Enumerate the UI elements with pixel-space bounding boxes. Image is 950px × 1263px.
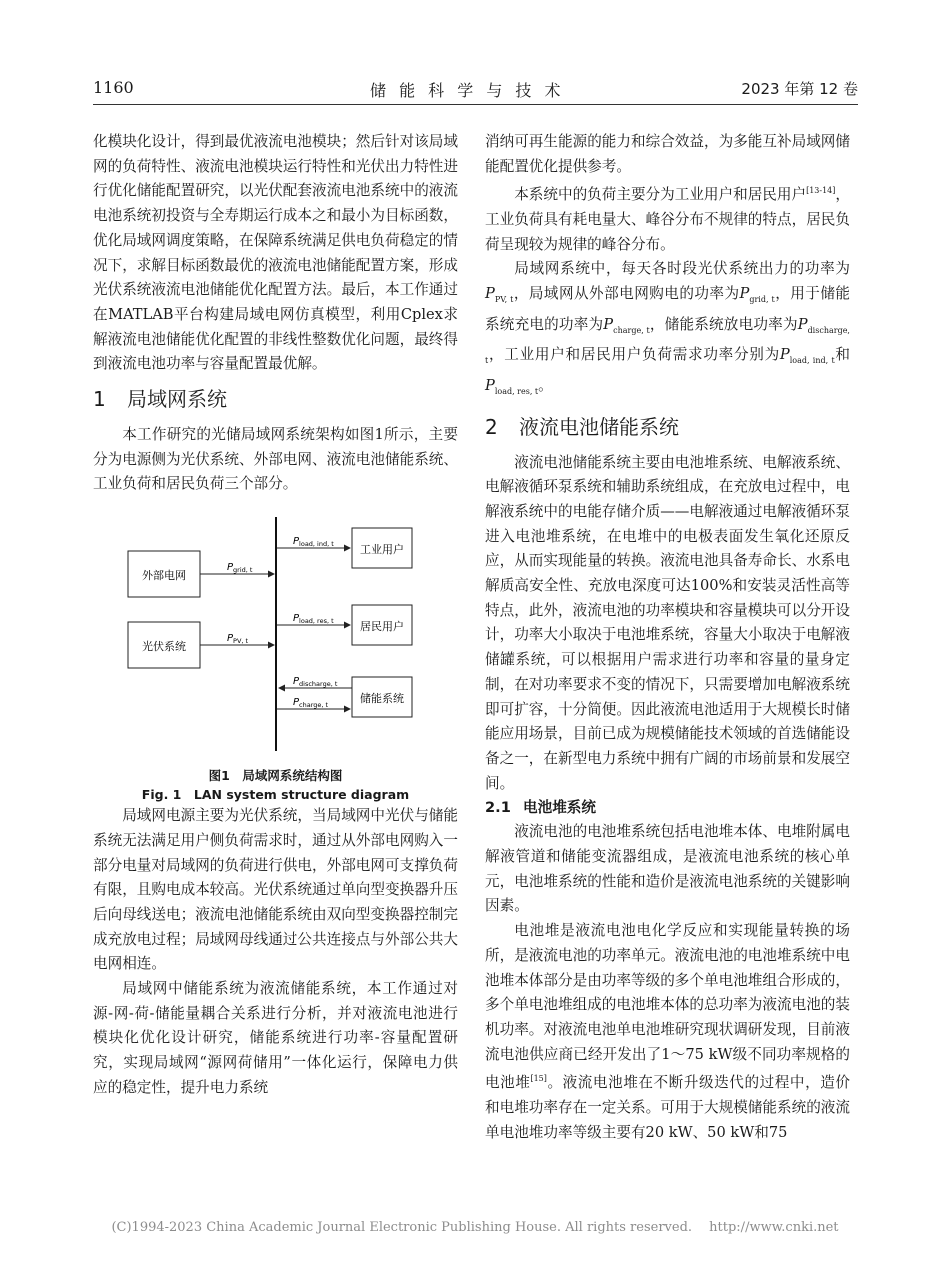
section-title: 液流电池储能系统: [519, 414, 679, 439]
label-p-charge: $P_{charge, t}$: [293, 697, 329, 710]
paragraph: 液流电池储能系统主要由电池堆系统、电解液系统、电解液循环泵系统和辅助系统组成，在充放电过程中，电解液系统中的电能存储介质——电解液通过电解液循环泵进入电池堆系统，在电堆中的电极表面发生氧化还原反应，从而实现能量的转换。液流电池具备寿命长、水系电解质高安全性、充放电深度可达100%和安装灵活性高等特点，此外，液流电池的功率模块和容量模块可以分开设计，功率大小取决于电池堆系统，容量大小取决于电解液储罐系统，可以根据用户需求进行功率和容量的量身定制，在对功率要求不变的情况下，只需要增加电解液系统即可扩容，十分简便。因此液流电池适用于大规模长时储能应用场景，目前已成为规模储能技术领域的首选储能设备之一，在新型电力系统中拥有广阔的市场前景和发展空间。: [485, 453, 850, 792]
citation: [13-14]: [806, 186, 836, 196]
label-p-pv: $P_{PV, t}$: [227, 633, 249, 646]
section-number: 2: [485, 414, 498, 439]
paragraph: 电池堆是液流电池电化学反应和实现能量转换的场所，是液流电池的功率单元。液流电池的电池堆系统中电池堆本体部分是由功率等级的多个单电池堆组合形成的，多个单电池堆组成的电池堆本体的总功率为液流电池的装机功率。对液流电池单电池堆研究现状调研发现，目前液流电池供应商已经开发出了1～75 kW级不同功率规格的电池堆[15]。液流电池堆在不断升级迭代的过程中，造价和电堆功率存在一定关系。可用于大规模储能系统的液流单电池堆功率等级主要有20 kW、50 kW和75: [485, 922, 850, 1141]
label-p-load-ind: $P_{load, ind, t}$: [293, 536, 334, 549]
paragraph: 消纳可再生能源的能力和综合效益，为多能互补局域网储能配置优化提供参考。: [485, 133, 850, 175]
label-p-grid: $P_{grid, t}$: [227, 562, 253, 575]
citation: [15]: [530, 1074, 547, 1084]
label-p-discharge: $P_{discharge, t}$: [293, 676, 338, 689]
journal-title: 储 能 科 学 与 技 术: [370, 81, 565, 100]
box-industrial-label: 工业用户: [360, 543, 404, 557]
left-column: [93, 130, 458, 1101]
paragraph: 局域网电源主要为光伏系统，当局域网中光伏与储能系统无法满足用户侧负荷需求时，通过从外部电网购入一部分电量对局域网的负荷进行供电，外部电网可支撑负荷有限，且购电成本较高。光伏系统通过单向型变换器升压后向母线送电；液流电池储能系统由双向型变换器控制完成充放电过程；局域网母线通过公共连接点与外部公共大电网相连。: [93, 807, 458, 973]
figure-1: [93, 507, 458, 802]
box-residential-label: 居民用户: [360, 620, 404, 634]
label-p-load-res: $P_{load, res, t}$: [293, 613, 334, 626]
paragraph: 液流电池的电池堆系统包括电池堆本体、电堆附属电解液管道和储能变流器组成，是液流电池系统的核心单元，电池堆系统的性能和造价是液流电池系统的关键影响因素。: [485, 823, 850, 915]
figure-caption-en: Fig. 1 LAN system structure diagram: [141, 786, 410, 802]
copyright-footer: (C)1994-2023 China Academic Journal Electronic Publishing House. All rights reserved. http://www.cnki.net: [111, 1220, 839, 1235]
header-rule: [93, 104, 858, 105]
paragraph: 化模块化设计，得到最优液流电池模块；然后针对该局域网的负荷特性、液流电池模块运行特性和光伏出力特性进行优化储能配置研究，以光伏配套液流电池系统中的液流电池系统初投资与全寿期运行成本之和最小为目标函数，优化局域网调度策略，在保障系统满足供电负荷稳定的情况下，求解目标函数最优的液流电池储能配置方案，形成光伏系统液流电池储能优化配置方法。最后，本工作通过在MATLAB平台构建局域电网仿真模型，利用Cplex求解液流电池储能优化配置的非线性整数优化问题，最终得到液流电池功率与容量配置最优解。: [93, 133, 458, 373]
section-heading-2: [485, 412, 850, 442]
section-number: 1: [93, 387, 106, 412]
paragraph: 局域网中储能系统为液流储能系统，本工作通过对源-网-荷-储能量耦合关系进行分析，并对液流电池进行模块化优化设计研究，储能系统进行功率-容量配置研究，实现局域网“源网荷储用”一体化运行，保障电力供应的稳定性，提升电力系统: [93, 980, 458, 1096]
subsection-title: 电池堆系统: [523, 799, 596, 817]
paragraph: 局域网系统中，每天各时段光伏系统出力的功率为$P_{PV, t}$，局域网从外部电网购电的功率为$P_{grid, t}$，用于储能系统充电的功率为$P_{charge, t}$，储能系统放电功率为$P_{discharge, t}$，工业用户和居民用户负荷需求功率分别为$P_{load, ind, t}$和$P_{load, res, t}$。: [485, 260, 850, 396]
subsection-number: 2.1: [485, 799, 511, 817]
box-pv-label: 光伏系统: [142, 640, 186, 654]
page-number: 1160: [93, 78, 134, 97]
subsection-heading-2-1: [485, 796, 850, 820]
lan-structure-diagram: [93, 507, 458, 757]
section-title: 局域网系统: [127, 387, 227, 412]
section-heading-1: [93, 384, 458, 414]
issue-label: 2023 年第 12 卷: [741, 80, 858, 98]
figure-caption-cn: 图1 局域网系统结构图: [208, 767, 343, 783]
right-column: [485, 130, 850, 1145]
box-grid-label: 外部电网: [142, 569, 186, 583]
paragraph: 本工作研究的光储局域网系统架构如图1所示，主要分为电源侧为光伏系统、外部电网、液流电池储能系统、工业负荷和居民负荷三个部分。: [93, 426, 458, 493]
box-storage-label: 储能系统: [360, 692, 404, 706]
paragraph: 本系统中的负荷主要分为工业用户和居民用户[13-14]，工业负荷具有耗电量大、峰谷分布不规律的特点，居民负荷呈现较为规律的峰谷分布。: [485, 186, 850, 253]
